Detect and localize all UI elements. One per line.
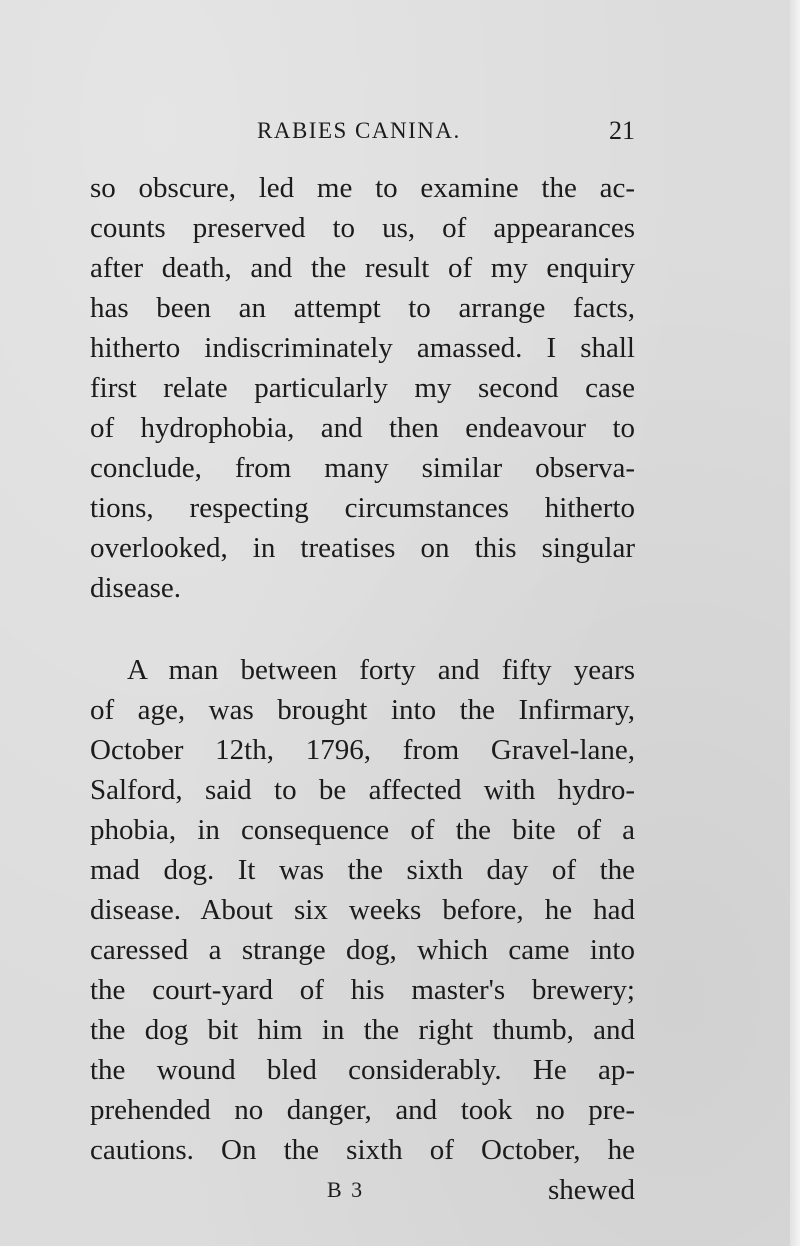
- text-line: of age, was brought into the Infirmary,: [90, 694, 635, 726]
- text-line: the dog bit him in the right thumb, and: [90, 1014, 635, 1046]
- paragraph: [90, 650, 635, 1170]
- text-line: cautions. On the sixth of October, he: [90, 1134, 635, 1166]
- text-line: first relate particularly my second case: [90, 372, 635, 404]
- text-line: the court-yard of his master's brewery;: [90, 974, 635, 1006]
- text-line: after death, and the result of my enquiry: [90, 252, 635, 284]
- running-title: RABIES CANINA.: [257, 118, 461, 143]
- text-line: Salford, said to be affected with hydro-: [90, 774, 635, 806]
- signature-mark: B 3: [327, 1177, 365, 1202]
- text-line: overlooked, in treatises on this singular: [90, 532, 635, 564]
- page-number: 21: [609, 116, 635, 145]
- text-line: the wound bled considerably. He ap-: [90, 1054, 635, 1086]
- catchword: shewed: [548, 1174, 635, 1206]
- text-line: has been an attempt to arrange facts,: [90, 292, 635, 324]
- body-text: [90, 168, 635, 1170]
- paragraph: [90, 168, 635, 608]
- text-line: so obscure, led me to examine the ac-: [90, 172, 635, 204]
- text-line: October 12th, 1796, from Gravel-lane,: [90, 734, 635, 766]
- text-line: disease. About six weeks before, he had: [90, 894, 635, 926]
- text-line: hitherto indiscriminately amassed. I shall: [90, 332, 635, 364]
- running-head: [90, 116, 635, 146]
- page-edge: [790, 0, 800, 1246]
- text-line: prehended no danger, and took no pre-: [90, 1094, 635, 1126]
- text-line: phobia, in consequence of the bite of a: [90, 814, 635, 846]
- text-line: A man between forty and fifty years: [127, 654, 635, 686]
- text-line: caressed a strange dog, which came into: [90, 934, 635, 966]
- text-line: mad dog. It was the sixth day of the: [90, 854, 635, 886]
- text-line: of hydrophobia, and then endeavour to: [90, 412, 635, 444]
- text-line: counts preserved to us, of appearances: [90, 212, 635, 244]
- text-line: tions, respecting circumstances hitherto: [90, 492, 635, 524]
- page-footer: [90, 1170, 635, 1210]
- paragraph-gap: [90, 608, 635, 650]
- text-line: conclude, from many similar observa-: [90, 452, 635, 484]
- text-line: disease.: [90, 572, 181, 604]
